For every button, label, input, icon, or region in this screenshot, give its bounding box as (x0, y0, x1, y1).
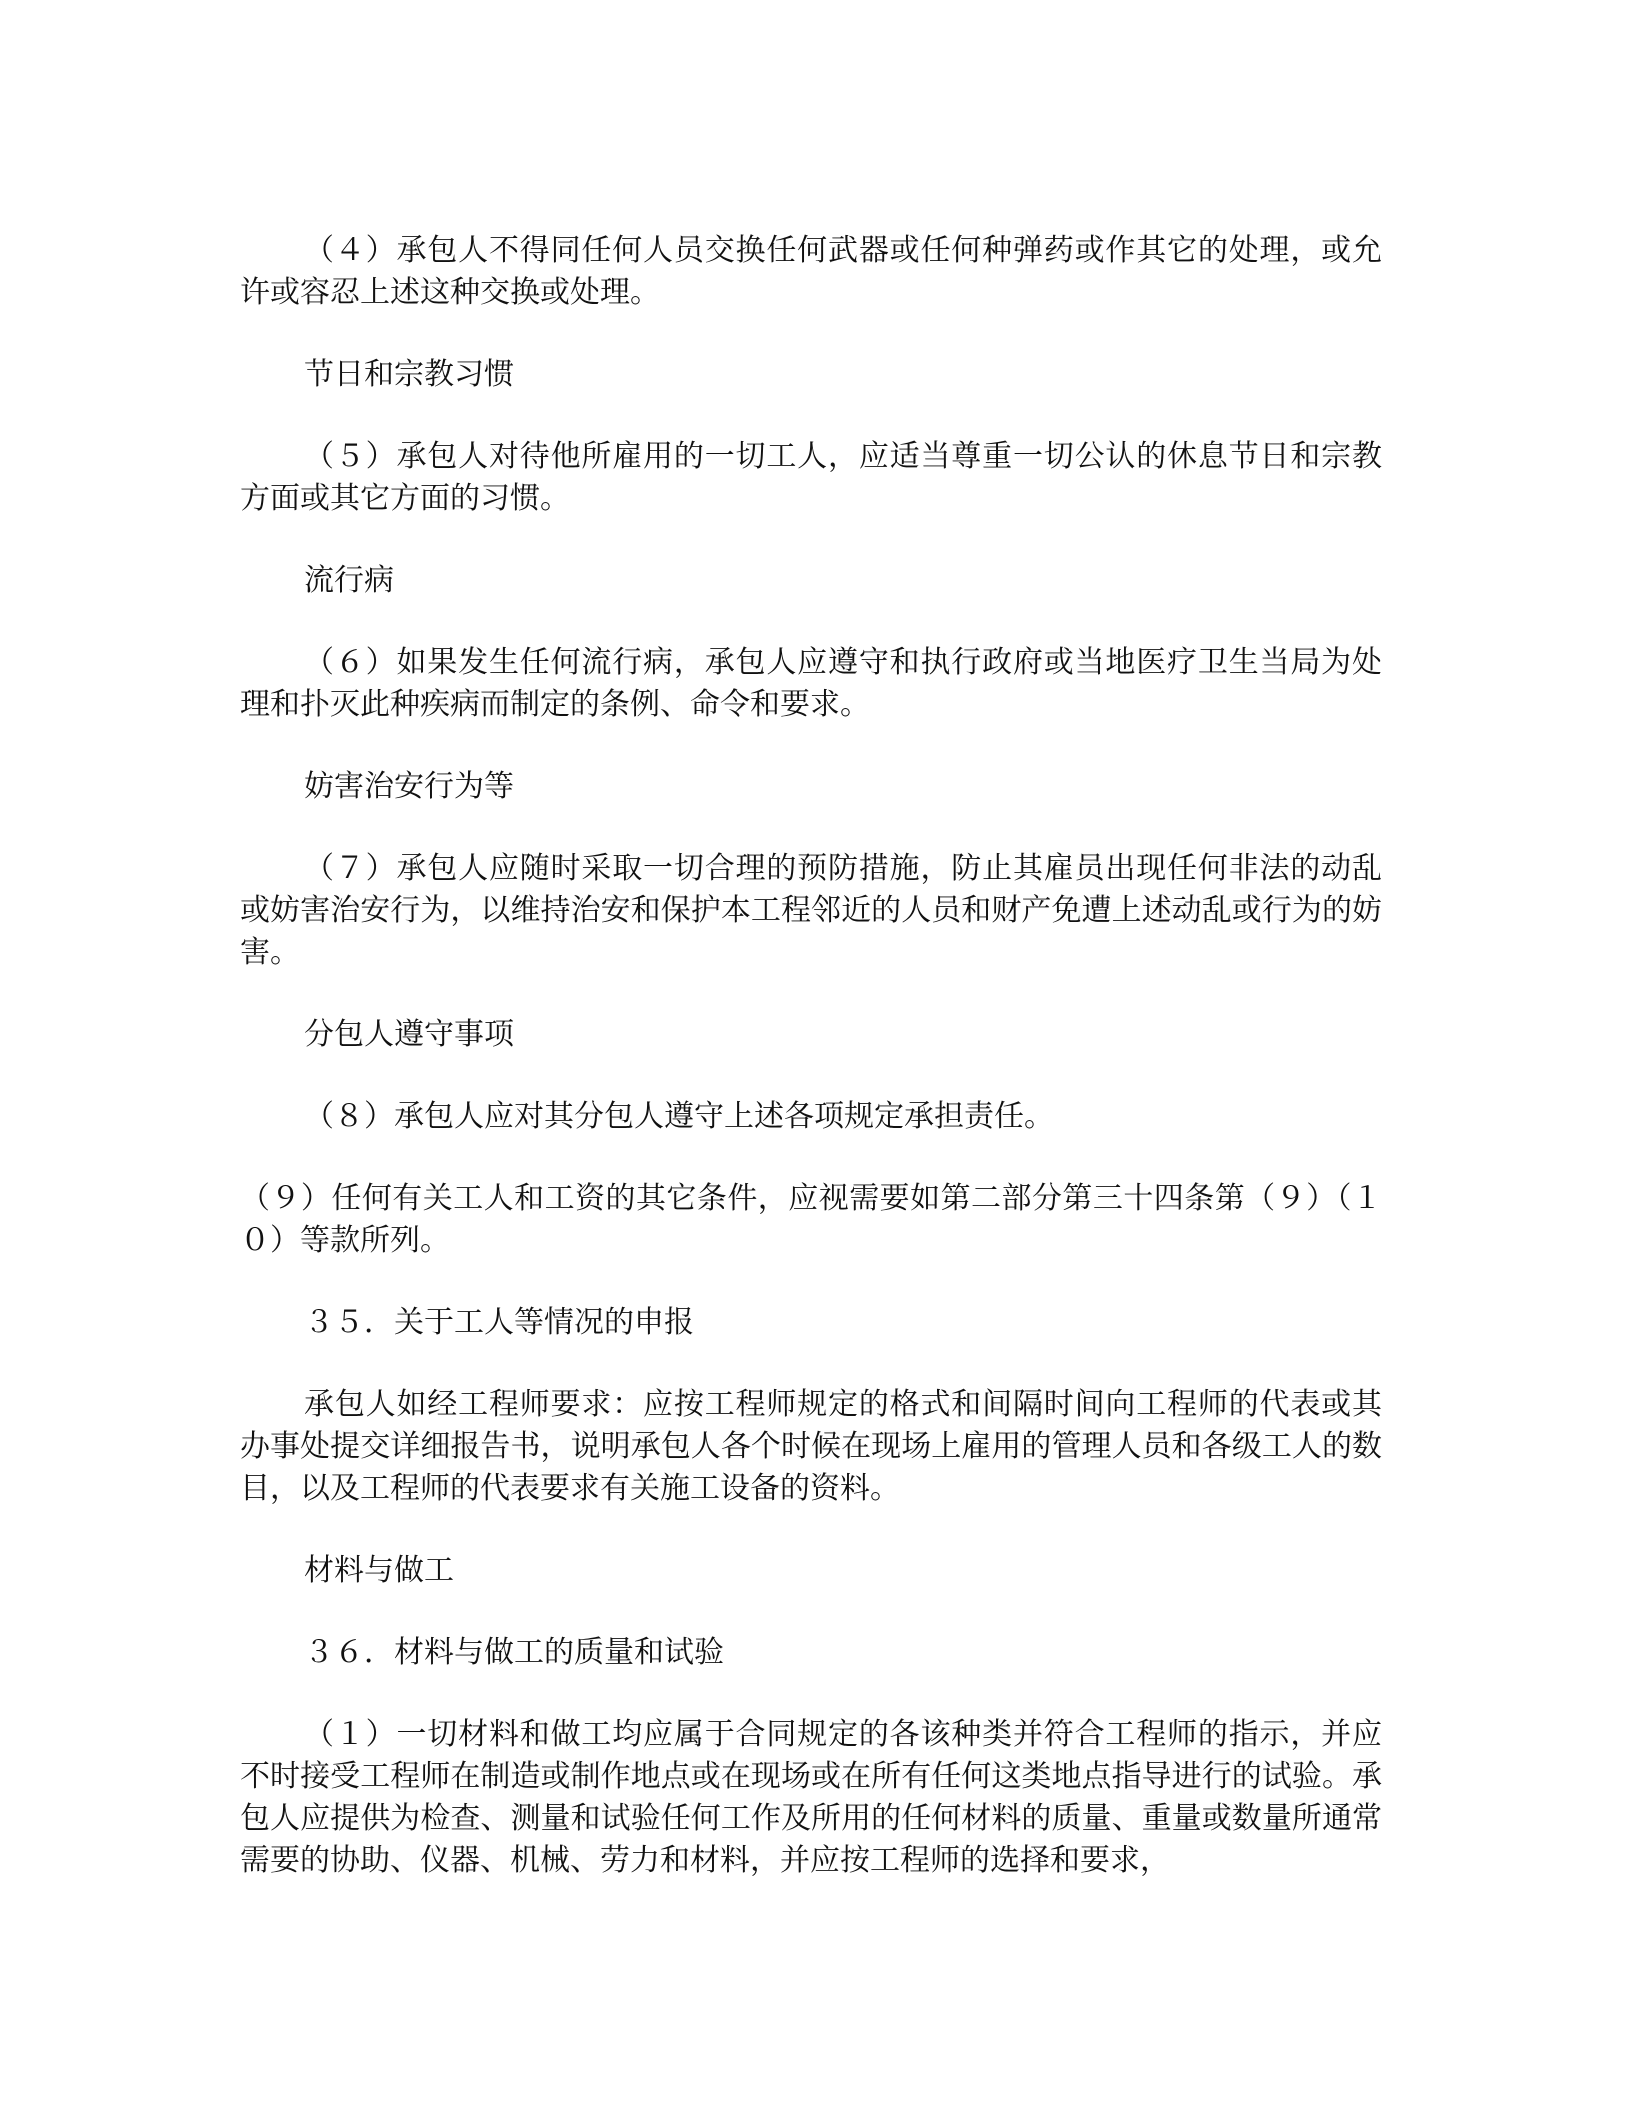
paragraph-5: （５）承包人对待他所雇用的一切工人，应适当尊重一切公认的休息节日和宗教方面或其它方面的习惯。 (240, 439, 1382, 516)
paragraph-4: （４）承包人不得同任何人员交换任何武器或任何种弹药或作其它的处理，或允许或容忍上述这种交换或处理。 (240, 233, 1382, 310)
heading-subcontractor: 分包人遵守事项 (304, 1017, 514, 1052)
heading-epidemic: 流行病 (304, 563, 394, 598)
paragraph-8: （８）承包人应对其分包人遵守上述各项规定承担责任。 (304, 1099, 1054, 1134)
paragraph-35-body: 承包人如经工程师要求：应按工程师规定的格式和间隔时间向工程师的代表或其办事处提交详细报告书，说明承包人各个时候在现场上雇用的管理人员和各级工人的数目，以及工程师的代表要求有关施工设备的资料。 (240, 1387, 1382, 1506)
paragraph-9: （９）任何有关工人和工资的其它条件，应视需要如第二部分第三十四条第（９）（１０）等款所列。 (240, 1181, 1382, 1258)
heading-public-order: 妨害治安行为等 (304, 769, 514, 804)
heading-section-35: ３５．关于工人等情况的申报 (304, 1305, 694, 1340)
heading-section-36: ３６．材料与做工的质量和试验 (304, 1635, 724, 1670)
heading-materials-workmanship: 材料与做工 (304, 1553, 454, 1588)
heading-holidays-religion: 节日和宗教习惯 (304, 357, 514, 392)
paragraph-6: （６）如果发生任何流行病，承包人应遵守和执行政府或当地医疗卫生当局为处理和扑灭此种疾病而制定的条例、命令和要求。 (240, 645, 1382, 722)
document-page (240, 230, 1382, 1882)
paragraph-7: （７）承包人应随时采取一切合理的预防措施，防止其雇员出现任何非法的动乱或妨害治安行为，以维持治安和保护本工程邻近的人员和财产免遭上述动乱或行为的妨害。 (240, 851, 1382, 970)
paragraph-36-1: （１）一切材料和做工均应属于合同规定的各该种类并符合工程师的指示，并应不时接受工程师在制造或制作地点或在现场或在所有任何这类地点指导进行的试验。承包人应提供为检查、测量和试验任何工作及所用的任何材料的质量、重量或数量所通常需要的协助、仪器、机械、劳力和材料，并应按工程师的选择和要求， (240, 1717, 1382, 1878)
